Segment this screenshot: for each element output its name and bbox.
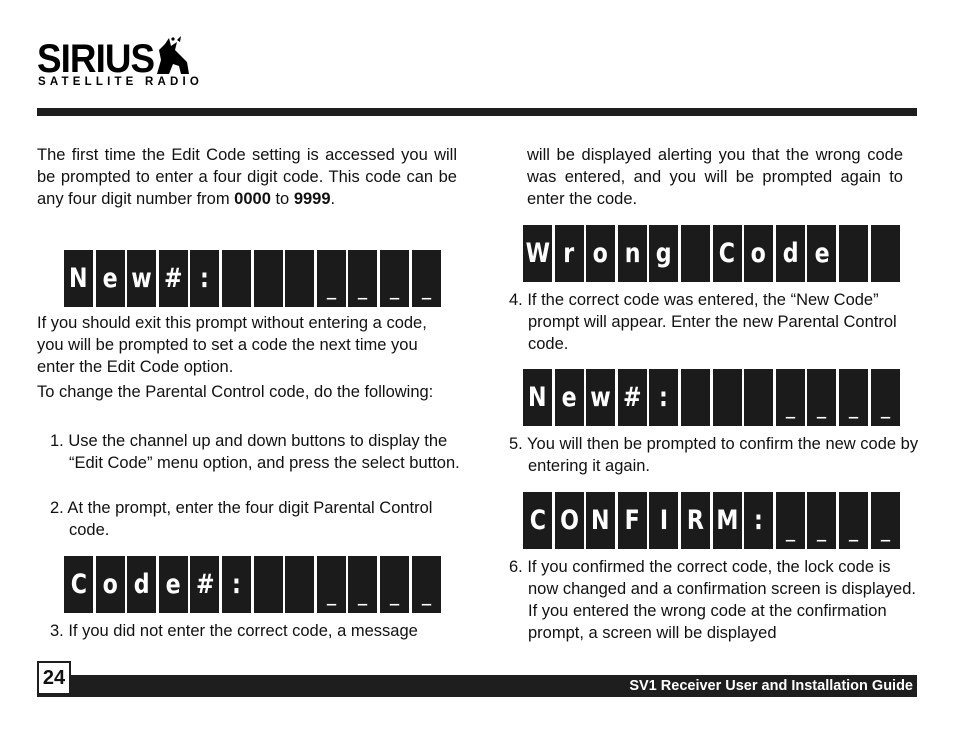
lcd-char: _ [848,517,858,542]
lcd-cell [285,556,314,613]
lcd-cell [586,492,615,549]
lcd-cell [618,225,647,282]
lcd-char: w [131,263,152,294]
lcd-cell [64,250,93,307]
lcd-cell [839,369,868,426]
lcd-char: g [655,238,672,269]
lcd-cell [618,369,647,426]
lcd-cell [64,556,93,613]
lcd-char: d [782,238,799,269]
lcd-char: F [624,505,640,536]
lcd-cell [254,556,283,613]
step-2: 2. At the prompt, enter the four digit Parental Control code. [50,499,433,539]
lcd-cell [776,225,805,282]
step-4: 4. If the correct code was entered, the “New Code” prompt will appear. Enter the new Parental Control code. [509,291,897,353]
lcd-cell [839,225,868,282]
lcd-confirm-display [523,492,902,549]
dog-icon [151,36,191,76]
lcd-char: _ [880,394,890,419]
lcd-cell [222,250,251,307]
lcd-cell [127,556,156,613]
lcd-cell [127,250,156,307]
lcd-cell [412,250,441,307]
lcd-cell [285,250,314,307]
lcd-cell [744,492,773,549]
lcd-cell [159,556,188,613]
guide-title: SV1 Receiver User and Installation Guide [629,678,913,694]
lcd-char: d [133,569,150,600]
lcd-cell [713,492,742,549]
lcd-cell [317,556,346,613]
lcd-char: : [232,569,241,600]
lcd-char: r [563,238,575,269]
step-5: 5. You will then be prompted to confirm the new code by entering it again. [509,435,919,475]
intro-paragraph: The first time the Edit Code setting is accessed you will be prompted to enter a four digit code. This code can be any four digit number from 0000 to 9999. [37,146,457,208]
lcd-cell [681,492,710,549]
lcd-cell [807,492,836,549]
lcd-cell [681,369,710,426]
step-3: 3. If you did not enter the correct code, a message [50,622,418,640]
lcd-cell [96,250,125,307]
lcd-cell [776,369,805,426]
lcd-cell [380,250,409,307]
lcd-char: N [528,382,547,413]
lcd-cell [744,225,773,282]
lcd-wrong-code-display [523,225,902,282]
lcd-char: I [659,505,668,536]
step-1: 1. Use the channel up and down buttons to display the “Edit Code” menu option, and press the select button. [50,432,460,472]
lcd-cell [807,369,836,426]
code-max: 9999 [293,190,331,208]
lcd-char: e [561,382,577,413]
lcd-char: _ [421,581,431,606]
lcd-cell [586,369,615,426]
logo-wordmark: SIRIUS [37,37,155,81]
lcd-char: _ [358,275,368,300]
lcd-char: O [559,505,579,536]
lcd-char: _ [848,394,858,419]
lcd-cell [618,492,647,549]
lcd-char: e [165,569,181,600]
lcd-char: N [591,505,610,536]
page-number: 24 [37,661,71,695]
lcd-new-code-display [64,250,443,307]
lcd-cell [649,369,678,426]
lcd-cell [807,225,836,282]
lcd-code-entry-display [64,556,443,613]
lcd-char: # [195,569,215,600]
lcd-char: o [102,569,118,600]
lcd-cell [649,225,678,282]
lcd-char: : [754,505,764,536]
lcd-cell [348,250,377,307]
lcd-char: _ [358,581,368,606]
lcd-char: # [164,263,183,294]
lcd-cell [555,492,584,549]
lcd-cell [586,225,615,282]
lcd-char: _ [785,394,795,419]
lcd-char: C [529,505,546,536]
lcd-char: _ [326,275,336,300]
lcd-cell [159,250,188,307]
lcd-cell [713,369,742,426]
lcd-cell [348,556,377,613]
lcd-cell [96,556,125,613]
lcd-char: _ [389,581,399,606]
lcd-cell [190,250,219,307]
lcd-cell [649,492,678,549]
lcd-cell [713,225,742,282]
lcd-cell [190,556,219,613]
lcd-char: e [814,238,830,269]
lcd-char: e [102,263,118,294]
lcd-cell [871,369,900,426]
lcd-cell [744,369,773,426]
sirius-logo [37,36,204,92]
lcd-char: n [624,238,641,269]
lcd-char: M [716,505,739,536]
lcd-char: C [718,238,736,269]
lcd-cell [555,369,584,426]
lcd-char: # [623,382,642,413]
lcd-cell [681,225,710,282]
lcd-cell [254,250,283,307]
lcd-char: o [751,238,767,269]
change-intro: To change the Parental Control code, do the following: [37,383,434,401]
lcd-char: _ [880,517,890,542]
lcd-char: : [659,382,669,413]
step-6: 6. If you confirmed the correct code, the lock code is now changed and a confirmation screen is displayed. If you entered the wrong code at the confirmation prompt, a screen will be displayed [509,558,916,642]
lcd-cell [523,369,552,426]
lcd-cell [839,492,868,549]
lcd-cell [776,492,805,549]
lcd-cell [871,492,900,549]
lcd-cell [555,225,584,282]
lcd-char: w [590,382,611,413]
lcd-char: _ [421,275,431,300]
lcd-cell [412,556,441,613]
lcd-cell [523,225,552,282]
code-min: 0000 [234,190,271,208]
lcd-char: : [200,263,210,294]
lcd-char: _ [817,394,827,419]
logo-tagline: SATELLITE RADIO [38,76,204,88]
lcd-char: R [686,505,704,536]
lcd-char: _ [817,517,827,542]
header-divider [37,108,917,116]
lcd-cell [317,250,346,307]
lcd-cell [871,225,900,282]
exit-note: If you should exit this prompt without entering a code, you will be prompted to set a code the next time you enter the Edit Code option. [37,314,427,376]
lcd-char: C [70,569,87,600]
step-3-continued: will be displayed alerting you that the wrong code was entered, and you will be prompted again to enter the code. [527,146,903,208]
lcd-char: _ [389,275,399,300]
lcd-cell [222,556,251,613]
lcd-cell [380,556,409,613]
lcd-new-code-display-2 [523,369,902,426]
lcd-char: o [593,238,609,269]
lcd-char: _ [326,581,336,606]
lcd-char: W [525,238,550,269]
footer-bar [37,675,917,697]
lcd-char: _ [785,517,795,542]
lcd-cell [523,492,552,549]
lcd-char: N [69,263,88,294]
